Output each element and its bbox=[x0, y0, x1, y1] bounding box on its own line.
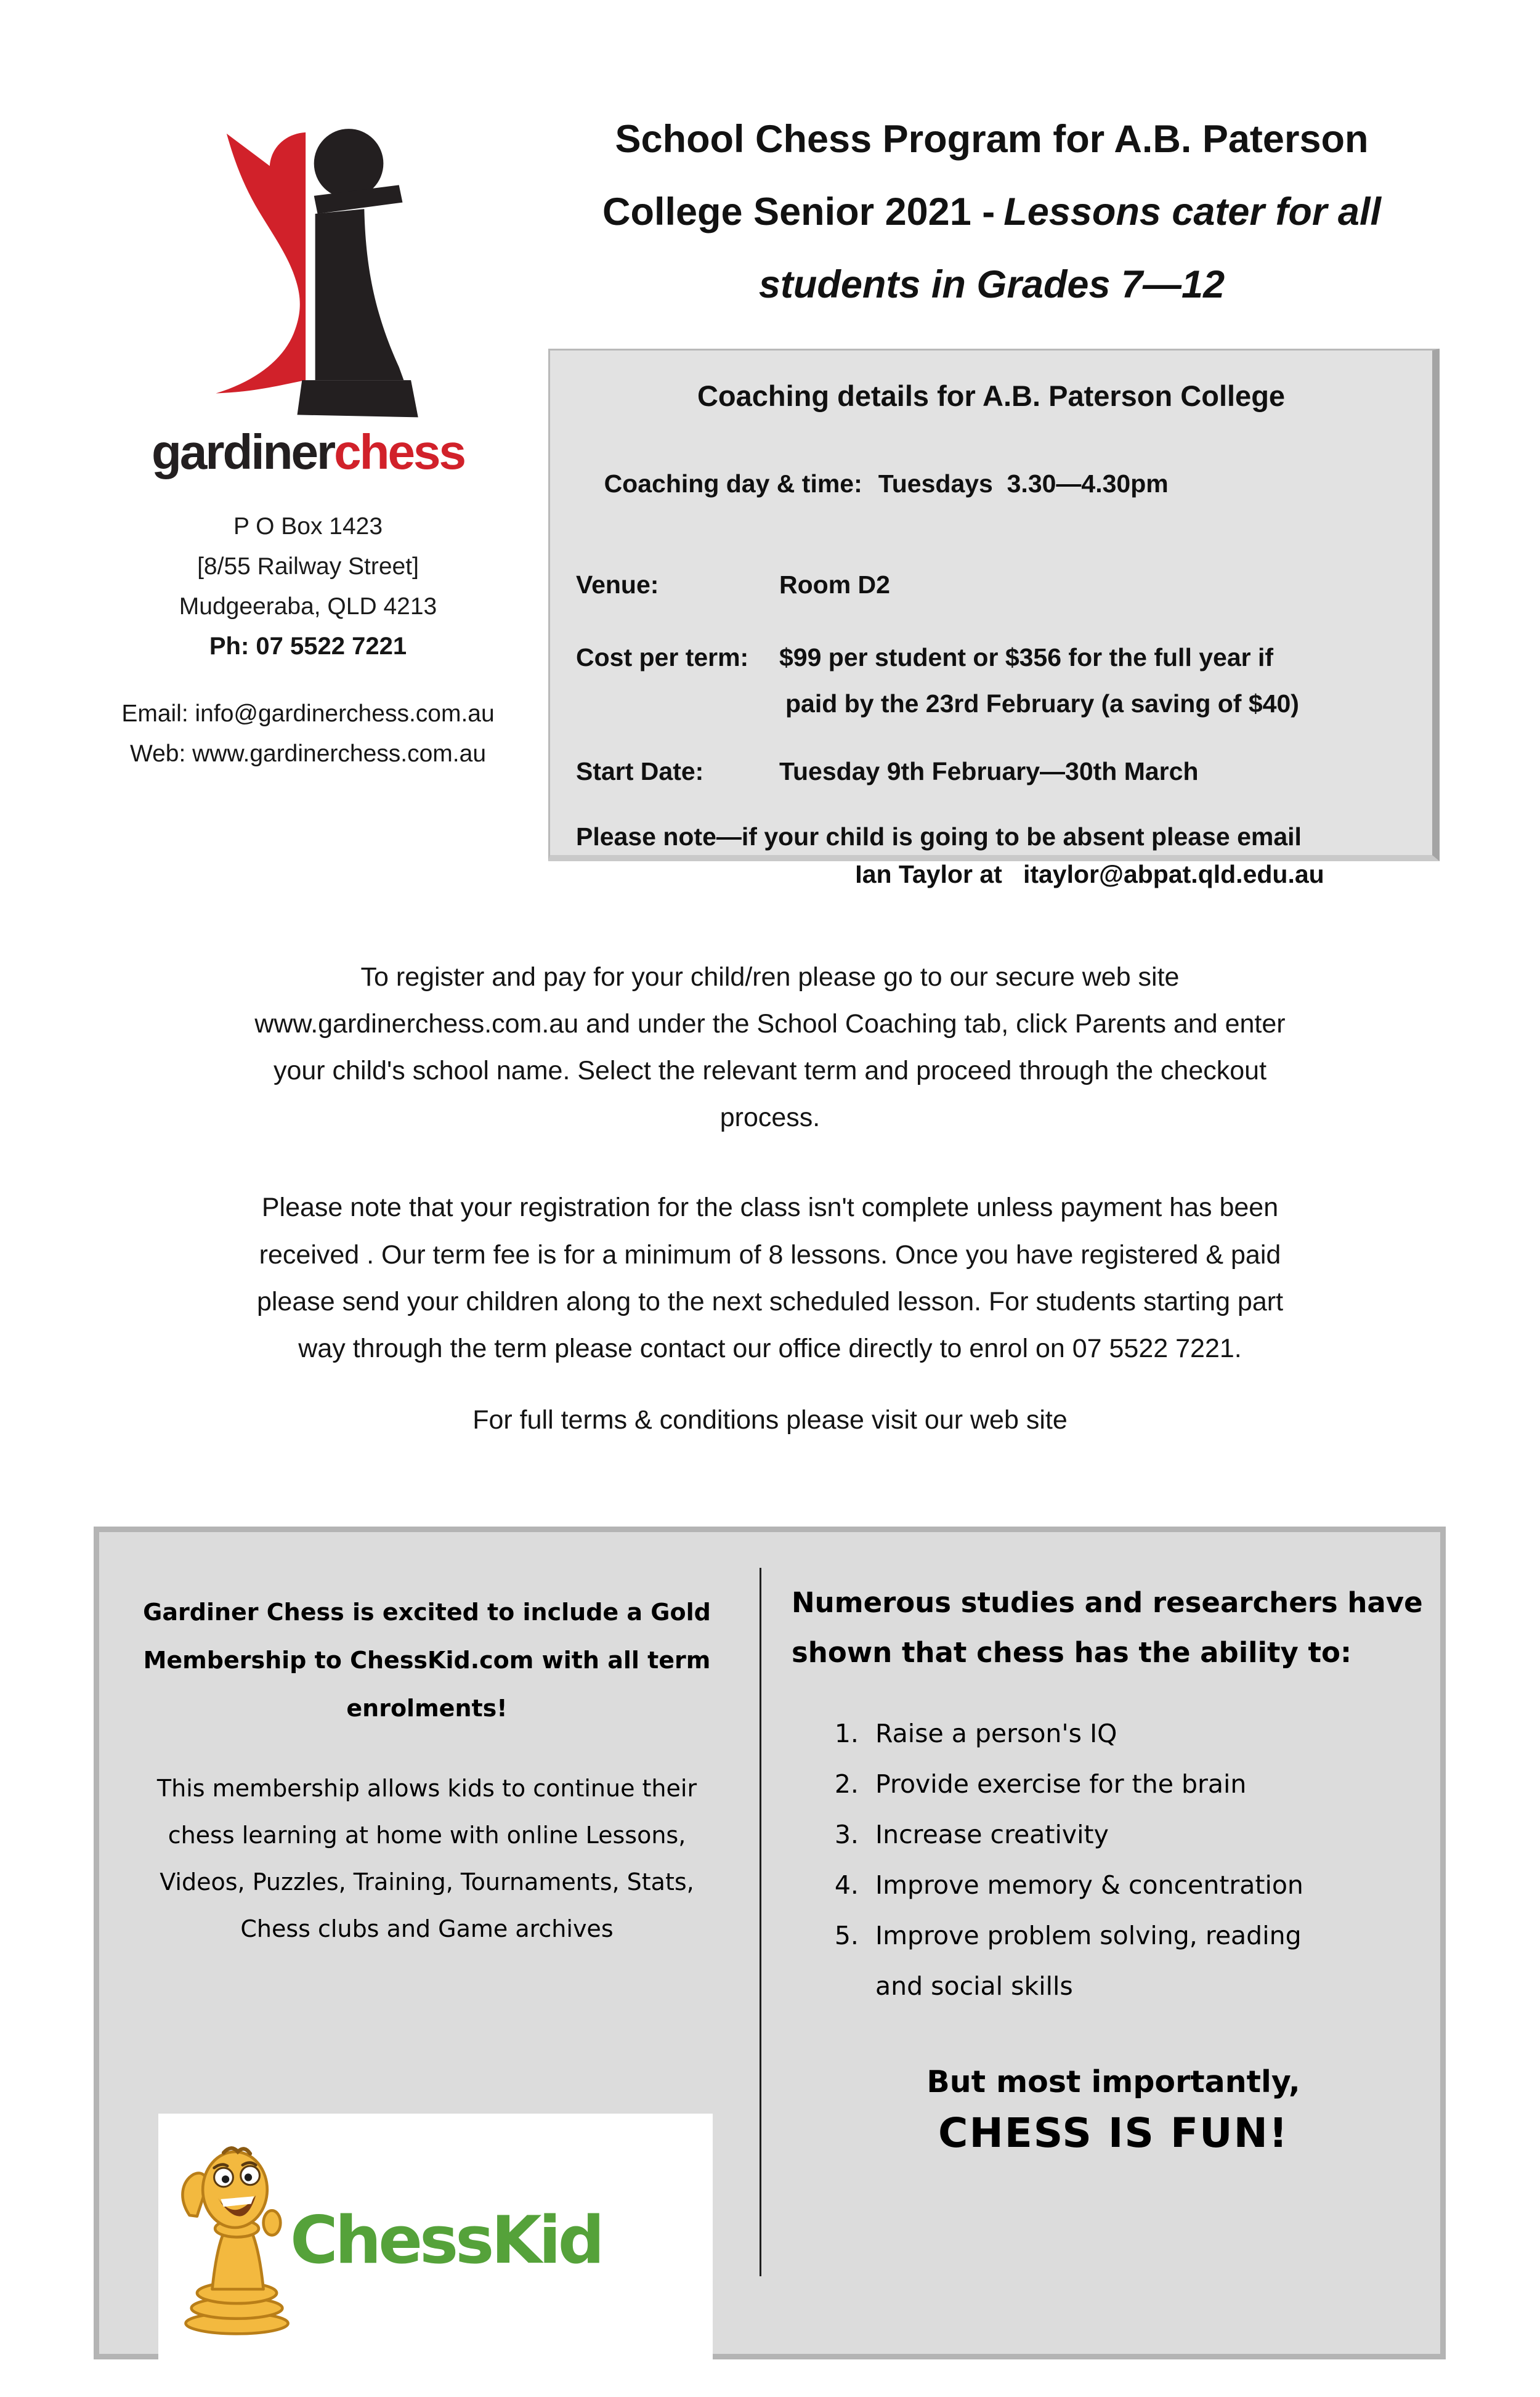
venue-row bbox=[576, 572, 1406, 598]
phone-number: Ph: 07 5522 7221 bbox=[209, 633, 407, 660]
gold-membership-heading: Gardiner Chess is excited to include a Gold Membership to ChessKid.com with all term enrolments! bbox=[143, 1599, 711, 1722]
title-line-1: School Chess Program for A.B. Paterson bbox=[615, 118, 1369, 161]
brand-chess: chess bbox=[334, 424, 464, 479]
cost-label: Cost per term: bbox=[576, 643, 749, 671]
venue-value: Room D2 bbox=[779, 570, 890, 599]
chesskid-info-box bbox=[94, 1527, 1446, 2359]
day-time-value: Tuesdays 3.30—4.30pm bbox=[878, 469, 1169, 498]
day-time-label: Coaching day & time: bbox=[604, 469, 862, 498]
black-pawn-shape bbox=[298, 129, 418, 417]
chesskid-membership-column bbox=[116, 1589, 737, 2278]
terms-line: For full terms & conditions please visit our web site bbox=[472, 1405, 1068, 1435]
page-title bbox=[530, 103, 1454, 321]
benefit-item-2: 2. Provide exercise for the brain bbox=[867, 1759, 1435, 1809]
membership-description: This membership allows kids to continue their chess learning at home with online Lessons, Videos, Puzzles, Training, Tournaments, Stats, Chess clubs and Game archives bbox=[156, 1774, 697, 1942]
benefit-item-3: 3. Increase creativity bbox=[867, 1809, 1435, 1860]
start-date-label: Start Date: bbox=[576, 757, 704, 785]
title-line-2: College Senior 2021 - Lessons cater for all bbox=[602, 190, 1381, 233]
tagline-chess-is-fun: CHESS IS FUN! bbox=[938, 2109, 1289, 2157]
benefits-heading: Numerous studies and researchers have shown that chess has the ability to: bbox=[792, 1586, 1423, 1669]
postal-address: P O Box 1423 [8/55 Railway Street] Mudgeeraba, QLD 4213 bbox=[179, 513, 437, 620]
coaching-day-time-row bbox=[576, 446, 1406, 522]
benefits-list bbox=[792, 1708, 1435, 2011]
chesskid-wordmark: ChessKid bbox=[290, 2202, 602, 2278]
column-divider bbox=[760, 1568, 761, 2276]
start-date-row bbox=[576, 759, 1406, 784]
chess-benefits-column bbox=[792, 1578, 1435, 2157]
absence-note-line1: Please note—if your child is going to be absent please email bbox=[576, 822, 1302, 851]
logo-column bbox=[86, 110, 530, 774]
register-paragraph: To register and pay for your child/ren please go to our secure web site www.gardinerchess.com.au and under the School Coaching tab, click Parents and enter your child's school name. Select the relevant term and proceed through the checkout process. bbox=[254, 962, 1286, 1133]
benefit-item-5: 5. Improve problem solving, reading and social skills bbox=[867, 1910, 1435, 2011]
chesskid-logo bbox=[158, 2114, 713, 2366]
payment-note-paragraph: Please note that your registration for the class isn't complete unless payment has been received . Our term fee is for a minimum of 8 lessons. Once you have registered & paid please send your children along to the next scheduled lesson. For students starting part way through the term please contact our office directly to enrol on 07 5522 7221. bbox=[256, 1193, 1284, 1363]
benefit-item-4: 4. Improve memory & concentration bbox=[867, 1860, 1435, 1910]
chesskid-pawn-icon bbox=[174, 2138, 298, 2342]
email-web-lines: Email: info@gardinerchess.com.au Web: www.gardinerchess.com.au bbox=[121, 700, 495, 768]
cost-value-line1: $99 per student or $356 for the full year if bbox=[779, 643, 1274, 671]
brand-gardiner: gardiner bbox=[152, 424, 334, 479]
benefit-item-1: 1. Raise a person's IQ bbox=[867, 1708, 1435, 1759]
title-line-3: students in Grades 7—12 bbox=[758, 262, 1225, 306]
start-date-value: Tuesday 9th February—30th March bbox=[779, 757, 1199, 785]
coaching-box-heading: Coaching details for A.B. Paterson College bbox=[697, 379, 1286, 412]
red-queen-shape bbox=[216, 132, 306, 394]
registration-instructions bbox=[185, 954, 1355, 1443]
coaching-details-box bbox=[548, 349, 1440, 888]
absence-note-line2: Ian Taylor at itaylor@abpat.qld.edu.au bbox=[855, 860, 1324, 888]
tagline-most-importantly: But most importantly, bbox=[926, 2064, 1300, 2099]
cost-row bbox=[576, 645, 1406, 670]
brand-wordmark bbox=[86, 424, 530, 479]
gardiner-chess-logo-icon bbox=[188, 110, 428, 424]
cost-value-line2: paid by the 23rd February (a saving of $40) bbox=[785, 689, 1299, 718]
venue-label: Venue: bbox=[576, 570, 659, 599]
